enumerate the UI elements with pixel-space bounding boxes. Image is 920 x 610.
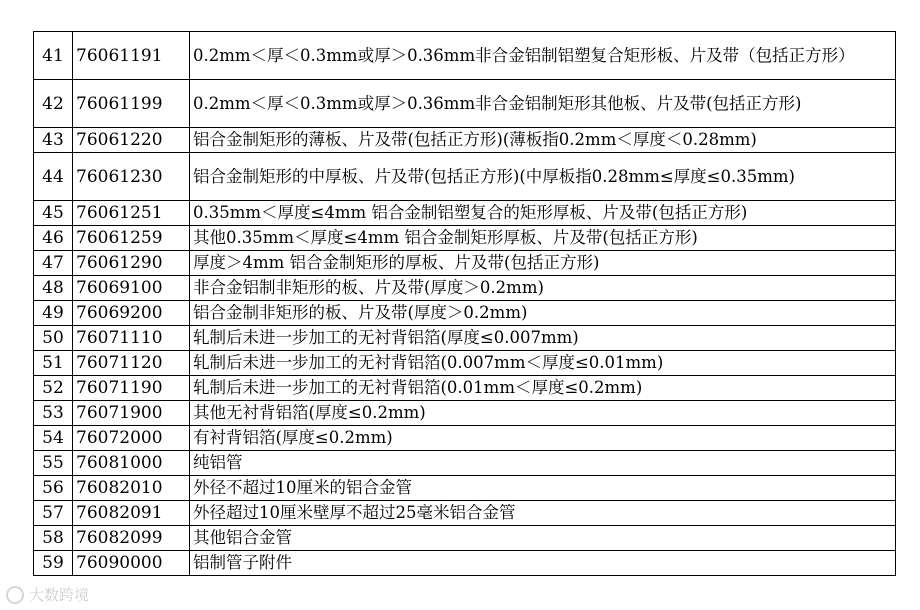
description-cell: 其他无衬背铝箔(厚度≤0.2mm) bbox=[190, 401, 896, 426]
row-number-cell: 49 bbox=[34, 301, 73, 326]
hs-code-cell: 76061191 bbox=[73, 32, 190, 80]
hs-code-cell: 76071190 bbox=[73, 376, 190, 401]
hs-code-cell: 76069200 bbox=[73, 301, 190, 326]
table-row bbox=[34, 301, 896, 326]
hs-code-cell: 76061259 bbox=[73, 226, 190, 251]
description-cell: 其他0.35mm＜厚度≤4mm 铝合金制矩形厚板、片及带(包括正方形) bbox=[190, 226, 896, 251]
description-cell: 铝合金制矩形的中厚板、片及带(包括正方形)(中厚板指0.28mm≤厚度≤0.35mm) bbox=[190, 153, 896, 201]
table-row bbox=[34, 401, 896, 426]
row-number-cell: 47 bbox=[34, 251, 73, 276]
table-row bbox=[34, 376, 896, 401]
table-row bbox=[34, 351, 896, 376]
hs-code-cell: 76071120 bbox=[73, 351, 190, 376]
description-cell: 0.35mm＜厚度≤4mm 铝合金制铝塑复合的矩形厚板、片及带(包括正方形) bbox=[190, 201, 896, 226]
description-cell: 0.2mm＜厚＜0.3mm或厚＞0.36mm非合金铝制矩形其他板、片及带(包括正方形) bbox=[190, 80, 896, 128]
hs-code-cell: 76082099 bbox=[73, 526, 190, 551]
description-cell: 厚度＞4mm 铝合金制矩形的厚板、片及带(包括正方形) bbox=[190, 251, 896, 276]
row-number-cell: 56 bbox=[34, 476, 73, 501]
row-number-cell: 48 bbox=[34, 276, 73, 301]
hs-code-cell: 76061220 bbox=[73, 128, 190, 153]
hs-code-cell: 76072000 bbox=[73, 426, 190, 451]
description-cell: 轧制后未进一步加工的无衬背铝箔(0.01mm＜厚度≤0.2mm) bbox=[190, 376, 896, 401]
table-body bbox=[34, 32, 896, 576]
hs-code-cell: 76061199 bbox=[73, 80, 190, 128]
hs-code-cell: 76082010 bbox=[73, 476, 190, 501]
table-row bbox=[34, 226, 896, 251]
hs-code-cell: 76082091 bbox=[73, 501, 190, 526]
table-row bbox=[34, 426, 896, 451]
description-cell: 铝合金制矩形的薄板、片及带(包括正方形)(薄板指0.2mm＜厚度＜0.28mm) bbox=[190, 128, 896, 153]
description-cell: 0.2mm＜厚＜0.3mm或厚＞0.36mm非合金铝制铝塑复合矩形板、片及带（包括正方形） bbox=[190, 32, 896, 80]
row-number-cell: 54 bbox=[34, 426, 73, 451]
table-row bbox=[34, 326, 896, 351]
description-cell: 外径超过10厘米壁厚不超过25毫米铝合金管 bbox=[190, 501, 896, 526]
hs-code-cell: 76061230 bbox=[73, 153, 190, 201]
description-cell: 非合金铝制非矩形的板、片及带(厚度＞0.2mm) bbox=[190, 276, 896, 301]
row-number-cell: 55 bbox=[34, 451, 73, 476]
row-number-cell: 41 bbox=[34, 32, 73, 80]
row-number-cell: 45 bbox=[34, 201, 73, 226]
table-row bbox=[34, 526, 896, 551]
description-cell: 外径不超过10厘米的铝合金管 bbox=[190, 476, 896, 501]
watermark bbox=[6, 584, 89, 605]
table-row bbox=[34, 32, 896, 80]
description-cell: 铝合金制非矩形的板、片及带(厚度＞0.2mm) bbox=[190, 301, 896, 326]
row-number-cell: 58 bbox=[34, 526, 73, 551]
hs-code-cell: 76061290 bbox=[73, 251, 190, 276]
table-row bbox=[34, 153, 896, 201]
hs-code-cell: 76069100 bbox=[73, 276, 190, 301]
watermark-logo-icon bbox=[6, 586, 24, 604]
table-row bbox=[34, 501, 896, 526]
description-cell: 铝制管子附件 bbox=[190, 551, 896, 576]
table-row bbox=[34, 251, 896, 276]
hs-code-cell: 76071900 bbox=[73, 401, 190, 426]
table-row bbox=[34, 128, 896, 153]
description-cell: 有衬背铝箔(厚度≤0.2mm) bbox=[190, 426, 896, 451]
description-cell: 轧制后未进一步加工的无衬背铝箔(0.007mm＜厚度≤0.01mm) bbox=[190, 351, 896, 376]
hs-code-cell: 76090000 bbox=[73, 551, 190, 576]
description-cell: 纯铝管 bbox=[190, 451, 896, 476]
table-row bbox=[34, 451, 896, 476]
row-number-cell: 53 bbox=[34, 401, 73, 426]
row-number-cell: 42 bbox=[34, 80, 73, 128]
row-number-cell: 46 bbox=[34, 226, 73, 251]
row-number-cell: 51 bbox=[34, 351, 73, 376]
table-row bbox=[34, 476, 896, 501]
table-row bbox=[34, 80, 896, 128]
row-number-cell: 43 bbox=[34, 128, 73, 153]
row-number-cell: 57 bbox=[34, 501, 73, 526]
hs-code-cell: 76081000 bbox=[73, 451, 190, 476]
tariff-code-table bbox=[33, 31, 896, 576]
table-row bbox=[34, 276, 896, 301]
hs-code-cell: 76061251 bbox=[73, 201, 190, 226]
row-number-cell: 59 bbox=[34, 551, 73, 576]
hs-code-cell: 76071110 bbox=[73, 326, 190, 351]
row-number-cell: 44 bbox=[34, 153, 73, 201]
row-number-cell: 50 bbox=[34, 326, 73, 351]
table-row bbox=[34, 551, 896, 576]
table-row bbox=[34, 201, 896, 226]
watermark-text: 大数跨境 bbox=[29, 586, 90, 604]
description-cell: 其他铝合金管 bbox=[190, 526, 896, 551]
row-number-cell: 52 bbox=[34, 376, 73, 401]
description-cell: 轧制后未进一步加工的无衬背铝箔(厚度≤0.007mm) bbox=[190, 326, 896, 351]
